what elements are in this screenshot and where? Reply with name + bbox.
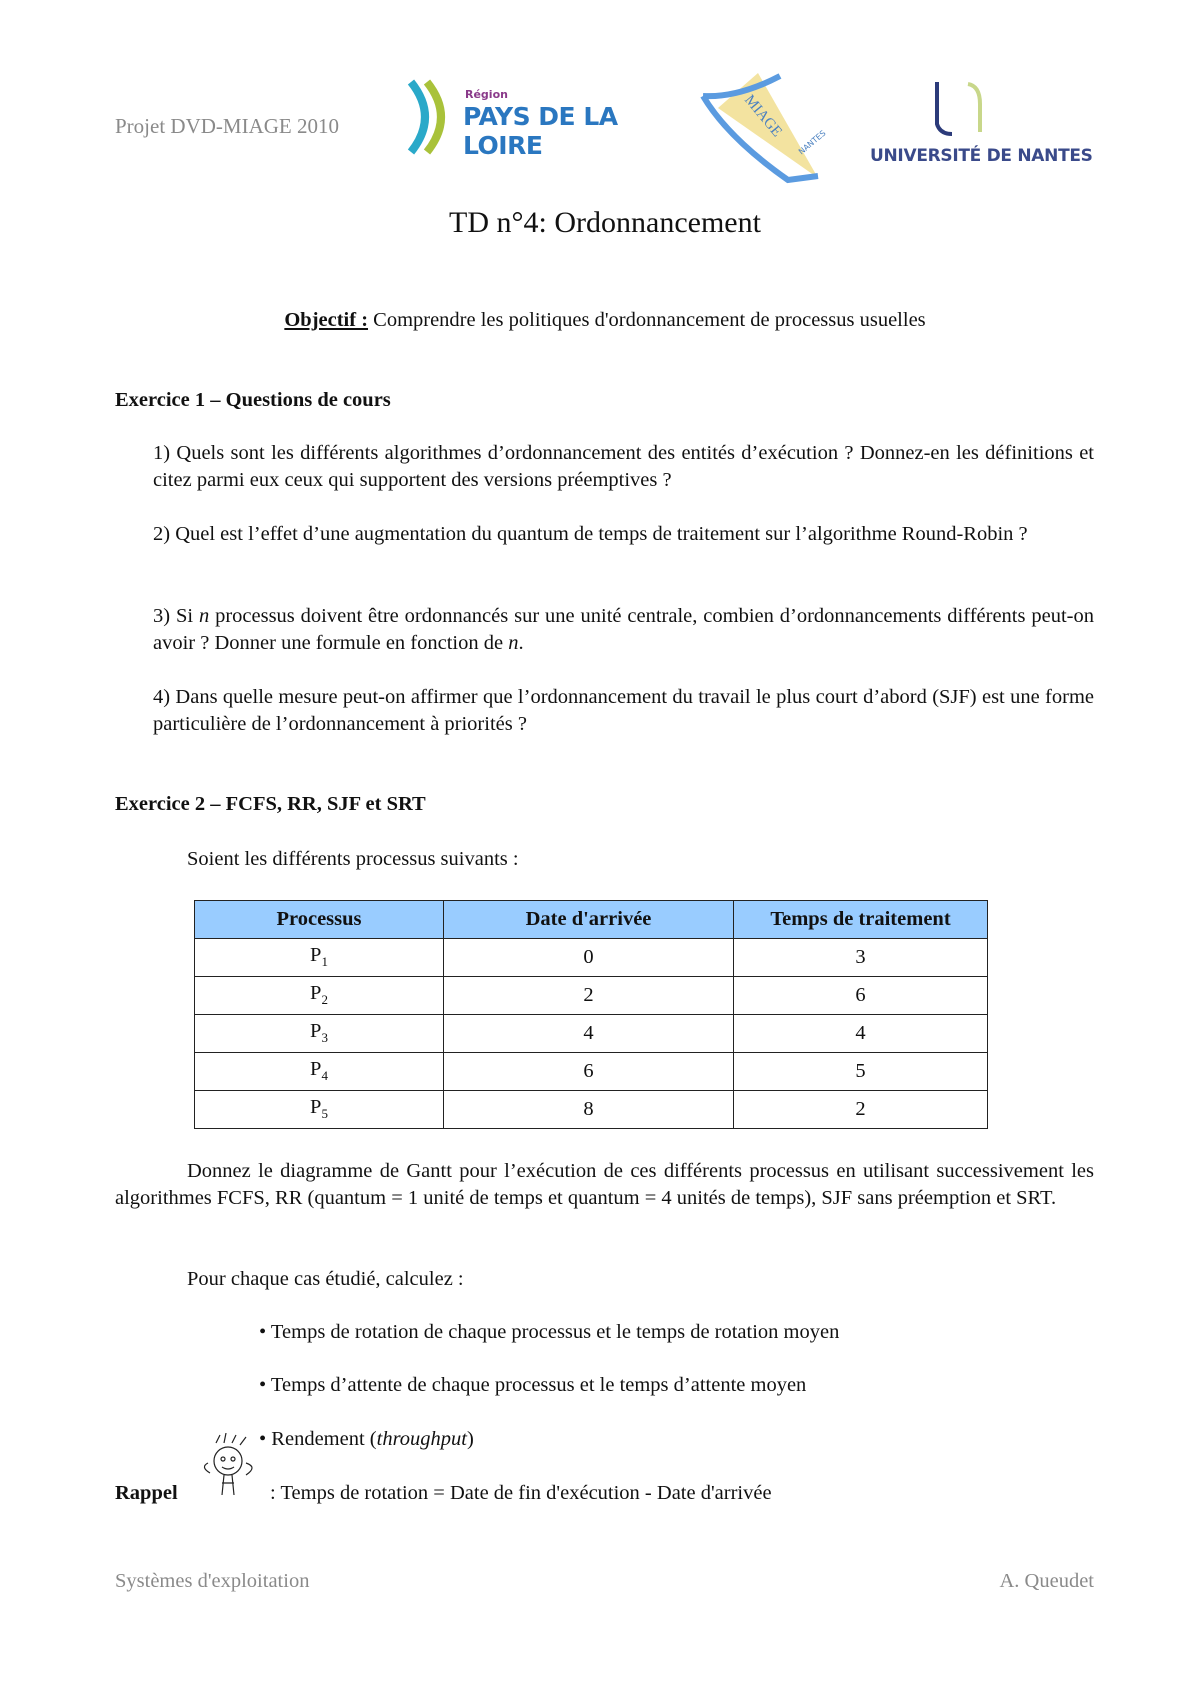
process-table [194, 900, 988, 1129]
question-4: 4) Dans quelle mesure peut-on affirmer que l’ordonnancement du travail le plus court d’abord (SJF) est une forme particulière de l’ordonnancement à priorités ? [153, 686, 1094, 735]
table-row: $P_1$ 0 3 [195, 939, 988, 977]
compute-intro: Pour chaque cas étudié, calculez : [187, 1268, 464, 1290]
universite-de-nantes-logo: UNIVERSITÉ DE NANTES [870, 76, 1090, 170]
objective-label: Objectif : [284, 309, 369, 331]
footer-author: A. Queudet [999, 1570, 1094, 1592]
table-row: $P_5$ 8 2 [195, 1091, 988, 1129]
gantt-instruction: Donnez le diagramme de Gantt pour l’exécution de ces différents processus en utilisant successivement les algorithmes FCFS, RR (quantum = 1 unité de temps et quantum = 4 unités de temps), SJF sans préemption et SRT. [115, 1160, 1094, 1209]
column-header: Processus [195, 901, 444, 939]
reminder-label: Rappel [115, 1482, 178, 1504]
question-1: 1) Quels sont les différents algorithmes d’ordonnancement des entités d’exécution ? Donnez-en les définitions et citez parmi eux ceux qui supportent des versions préemptives ? [153, 442, 1094, 491]
reminder-text: : Temps de rotation = Date de fin d'exécution - Date d'arrivée [270, 1482, 772, 1504]
project-header: Projet DVD-MIAGE 2010 [115, 114, 339, 138]
table-header-row [195, 901, 988, 939]
objective [0, 307, 1200, 334]
thinking-figure-icon [196, 1433, 262, 1499]
objective-text: Comprendre les politiques d'ordonnancement de processus usuelles [368, 309, 926, 331]
table-row: $P_3$ 4 4 [195, 1015, 988, 1053]
region-pays-de-la-loire-logo: Région PAYS DE LA LOIRE [405, 78, 680, 156]
exercise2-intro: Soient les différents processus suivants : [187, 848, 519, 870]
miage-nantes-logo: MIAGE NANTES [698, 68, 853, 186]
table-row: $P_2$ 2 6 [195, 977, 988, 1015]
page-title: TD n°4: Ordonnancement [449, 206, 761, 239]
exercise2-heading: Exercice 2 – FCFS, RR, SJF et SRT [115, 793, 426, 815]
question-3: 3) Si n processus doivent être ordonnancés sur une unité centrale, combien d’ordonnancements différents peut-on avoir ? Donner une formule en fonction de n. [153, 605, 1094, 654]
question-2: 2) Quel est l’effet d’une augmentation du quantum de temps de traitement sur l’algorithme Round-Robin ? [153, 523, 1028, 545]
footer-course: Systèmes d'exploitation [115, 1570, 310, 1592]
bullet-throughput: • Rendement (throughput) [259, 1428, 474, 1450]
column-header: Temps de traitement [734, 901, 988, 939]
bullet-turnaround: • Temps de rotation de chaque processus et le temps de rotation moyen [259, 1321, 840, 1343]
table-row: $P_4$ 6 5 [195, 1053, 988, 1091]
bullet-waiting: • Temps d’attente de chaque processus et le temps d’attente moyen [259, 1374, 807, 1396]
exercise1-heading: Exercice 1 – Questions de cours [115, 389, 391, 411]
column-header: Date d'arrivée [444, 901, 734, 939]
